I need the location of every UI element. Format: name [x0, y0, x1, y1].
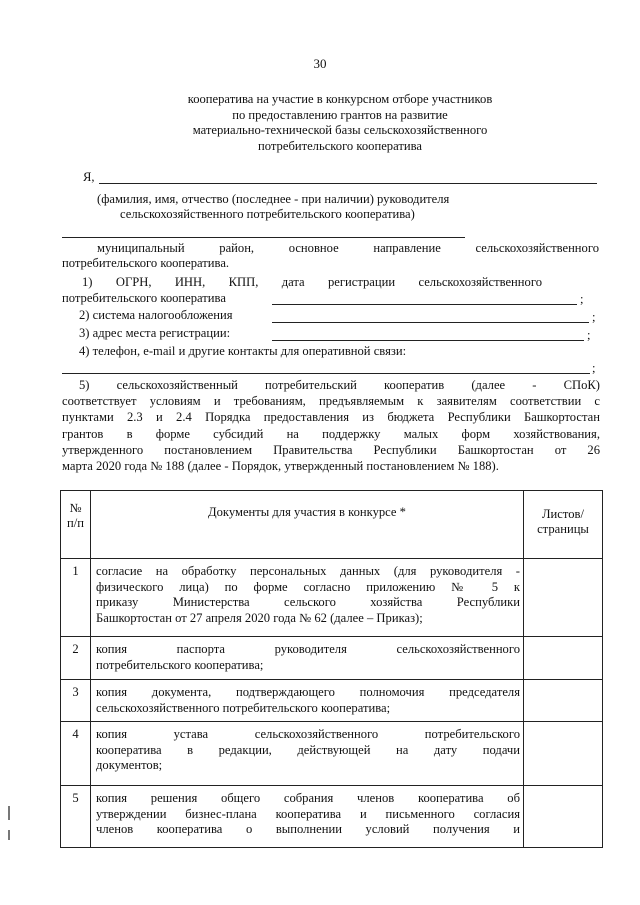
semicolon: ; [592, 361, 596, 375]
row-number: 1 [61, 559, 91, 637]
row-number: 2 [61, 637, 91, 680]
document-title [120, 92, 560, 154]
title-line: материально-технической базы сельскохозяйственного [192, 123, 488, 137]
page-number: 30 [313, 56, 327, 71]
row-number: 4 [61, 722, 91, 786]
row-line: копия решения общего собрания членов кооператива об [96, 791, 520, 805]
title-line: по предоставлению грантов на развитие [232, 107, 448, 122]
row-document [91, 722, 524, 786]
table-row [61, 722, 603, 786]
row-document [91, 559, 524, 637]
paragraph-5-line: грантов в форме субсидий на поддержку малых форм хозяйствования, [62, 427, 600, 441]
row-line: копия устава сельскохозяйственного потребительского [96, 727, 520, 741]
row-document [91, 680, 524, 722]
ogrn-fill-line[interactable] [272, 304, 577, 305]
table-row [61, 680, 603, 722]
header-number [61, 491, 91, 559]
field-ogrn-label: 1) ОГРН, ИНН, КПП, дата регистрации сельскохозяйственного [82, 275, 542, 289]
tax-fill-line[interactable] [272, 322, 589, 323]
row-sheets-cell[interactable] [524, 786, 603, 848]
paragraph-5-line: марта 2020 года № 188 (далее - Порядок, утвержденный постановлением № 188). [62, 459, 499, 473]
header-number-line: № [69, 501, 82, 515]
paragraph-5-line: 5) сельскохозяйственный потребительский кооператив (далее - СПоК) [79, 378, 600, 392]
header-documents: Документы для участия в конкурсе * [91, 491, 524, 559]
table-row [61, 637, 603, 680]
semicolon: ; [592, 310, 596, 324]
paragraph-5-line: соответствует условиям и требованиям, предъявляемым к заявителям соответствии с [62, 394, 600, 408]
table-row [61, 559, 603, 637]
row-sheets-cell[interactable] [524, 637, 603, 680]
intro-line: муниципальный район, основное направление сельскохозяйственного [97, 241, 599, 255]
row-line: приказу Министерства сельского хозяйства Республики [96, 595, 520, 609]
table-row [61, 786, 603, 848]
header-sheets-line: страницы [537, 522, 589, 536]
row-number: 3 [61, 680, 91, 722]
header-number-line: п/п [67, 516, 84, 530]
field-ogrn-label-2: потребительского кооператива [62, 291, 226, 305]
row-sheets-cell[interactable] [524, 559, 603, 637]
title-line: потребительского кооператива [258, 138, 422, 153]
row-line: копия паспорта руководителя сельскохозяйственного [96, 642, 520, 656]
field-contacts-label: 4) телефон, e-mail и другие контакты для оперативной связи: [79, 344, 407, 358]
semicolon: ; [587, 328, 591, 342]
row-line: кооператива в редакции, действующей на дату подачи [96, 742, 520, 757]
address-fill-line[interactable] [272, 340, 584, 341]
row-line: копия документа, подтверждающего полномочия председателя [96, 685, 520, 699]
documents-table [60, 490, 603, 848]
scan-mark [8, 806, 10, 820]
row-document [91, 637, 524, 680]
fio-hint-line: (фамилия, имя, отчество (последнее - при наличии) руководителя [97, 192, 450, 206]
header-sheets-line: Листов/ [542, 507, 584, 521]
row-sheets-cell[interactable] [524, 722, 603, 786]
row-document [91, 786, 524, 848]
row-line: сельскохозяйственного потребительского кооператива; [96, 700, 391, 715]
cooperative-fill-line[interactable] [62, 237, 465, 238]
row-line: Башкортостан от 27 апреля 2020 года № 62 (далее – Приказ); [96, 610, 423, 625]
row-line: утверждении бизнес-плана кооператива и письменного согласия [96, 806, 520, 821]
contacts-fill-line[interactable] [62, 373, 590, 374]
row-line: потребительского кооператива; [96, 657, 264, 672]
scan-mark [8, 830, 10, 840]
intro-line: потребительского кооператива. [62, 256, 230, 270]
header-sheets [524, 491, 603, 559]
ya-label: Я, [83, 170, 95, 184]
paragraph-5-line: пунктами 2.3 и 2.4 Порядка предоставления из бюджета Республики Башкортостан [62, 410, 600, 424]
row-sheets-cell[interactable] [524, 680, 603, 722]
title-line: кооператива на участие в конкурсном отборе участников [187, 92, 493, 106]
field-tax-label: 2) система налогообложения [79, 308, 233, 322]
row-line: документов; [96, 758, 163, 772]
row-line: физического лица) по форме согласно приложению № 5 к [96, 579, 520, 594]
row-number: 5 [61, 786, 91, 848]
semicolon: ; [580, 292, 584, 306]
fio-hint-line: сельскохозяйственного потребительского кооператива) [120, 207, 415, 221]
row-line: согласие на обработку персональных данных (для руководителя - [96, 564, 520, 578]
fio-fill-line[interactable] [99, 183, 597, 184]
field-address-label: 3) адрес места регистрации: [79, 326, 231, 340]
row-line: членов кооператива о выполнении условий получения и [96, 822, 520, 836]
paragraph-5-line: утвержденного постановлением Правительства Республики Башкортостан от 26 [62, 443, 600, 457]
table-header-row [61, 491, 603, 559]
